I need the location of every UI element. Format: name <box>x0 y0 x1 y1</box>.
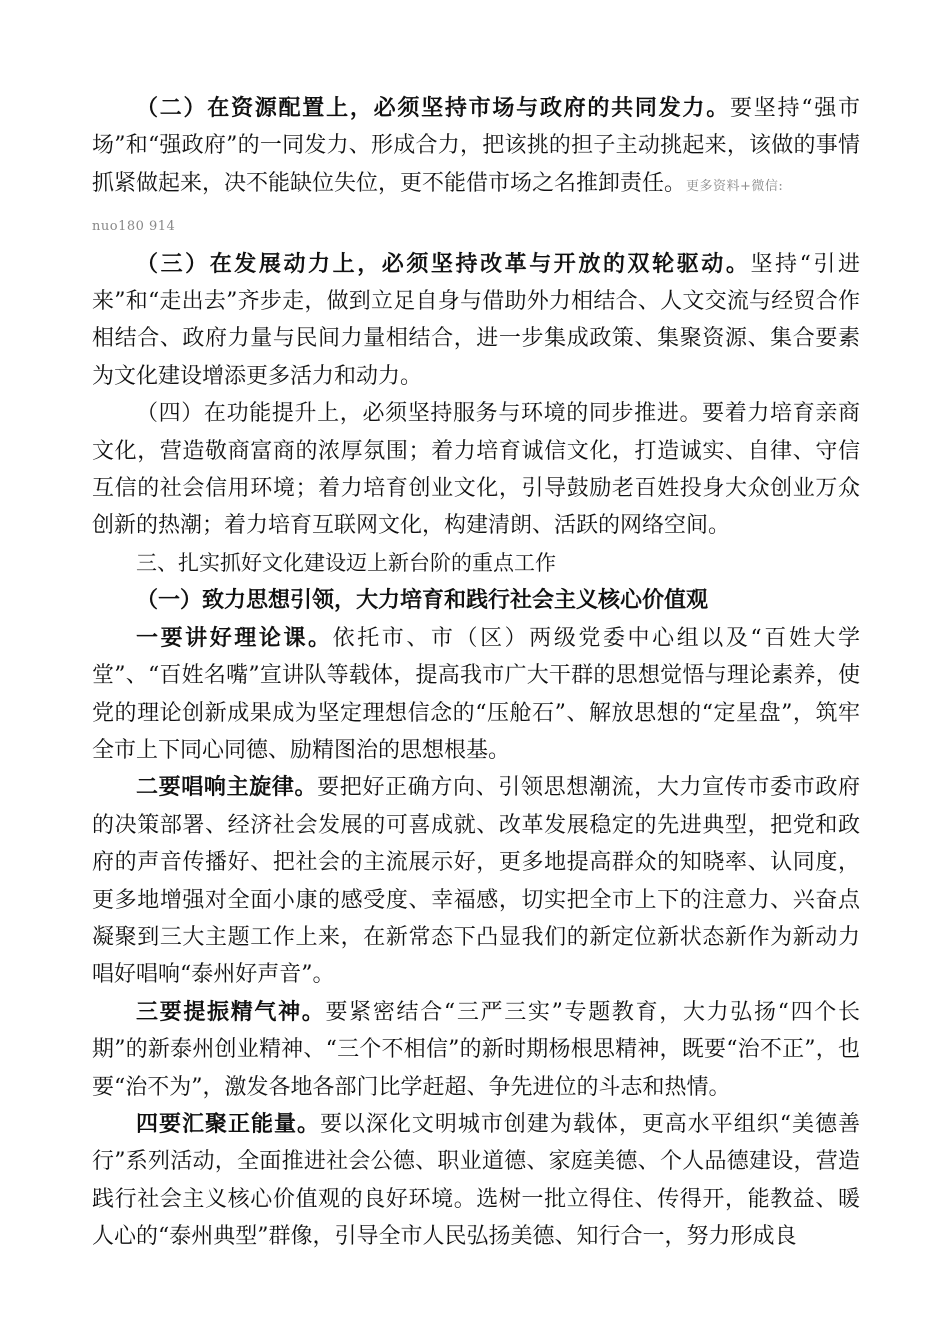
paragraph-body: 要把好正确方向、引领思想潮流，大力宣传市委市政府的决策部署、经济社会发展的可喜成就、改革发展稳定的先进典型，把党和政府的声音传播好、把社会的主流展示好，更多地提高群众的知晓率、认同度，更多地增强对全面小康的感受度、幸福感，切实把全市上下的注意力、兴奋点凝聚到三大主题工作上来，在新常态下凸显我们的新定位新状态新作为新动力唱好唱响“泰州好声音”。 <box>92 775 860 988</box>
paragraph-heading: 二要唱响主旋律。 <box>136 774 318 801</box>
watermark-line <box>92 205 860 245</box>
paragraph-main-melody <box>92 769 860 993</box>
paragraph-development-momentum <box>92 246 860 396</box>
paragraph-body: 要坚持“强市场”和“强政府”的一同发力、形成合力，把该挑的担子主动挑起来，该做的事情抓紧做起来，决不能缺位失位，更不能借市场之名推卸责任。 <box>92 96 860 196</box>
paragraph-positive-energy <box>92 1106 860 1256</box>
paragraph-body: 要紧密结合“三严三实”专题教育，大力弘扬“四个长期”的新泰州创业精神、“三个不相信”的新时期杨根思精神，既要“治不正”，也要“治不为”，激发各地各部门比学赶超、争先进位的斗志和热情。 <box>92 999 860 1100</box>
paragraph-spirit <box>92 994 860 1106</box>
paragraph-heading: 三要提振精气神。 <box>136 998 326 1025</box>
paragraph-body: 依托市、市（区）两级党委中心组以及“百姓大学堂”、“百姓名嘴”宣讲队等载体，提高我市广大干群的思想觉悟与理论素养，使党的理论创新成果成为坚定理想信念的“压舱石”、解放思想的“定星盘”，筑牢全市上下同心同德、励精图治的思想根基。 <box>92 625 860 763</box>
paragraph-heading: 一要讲好理论课。 <box>136 624 333 651</box>
watermark-note: 更多资料+微信: <box>686 178 784 194</box>
document-page <box>92 90 860 1256</box>
section-heading: 三、扎实抓好文化建设迈上新台阶的重点工作 <box>136 550 556 575</box>
paragraph-theory-class <box>92 620 860 770</box>
paragraph-body: （四）在功能提升上，必须坚持服务与环境的同步推进。要着力培育亲商文化，营造敬商富商的浓厚氛围；着力培育诚信文化，打造诚实、自律、守信互信的社会信用环境；着力培育创业文化，引导鼓励老百姓投身大众创业万众创新的热潮；着力培育互联网文化，构建清朗、活跃的网络空间。 <box>92 401 860 539</box>
subsection-heading: （一）致力思想引领，大力培育和践行社会主义核心价值观 <box>136 587 709 614</box>
paragraph-heading: 四要汇聚正能量。 <box>136 1110 320 1137</box>
paragraph-body: 坚持“引进来”和“走出去”齐步走，做到立足自身与借助外力相结合、人文交流与经贸合作相结合、政府力量与民间力量相结合，进一步集成政策、集聚资源、集合要素为文化建设增添更多活力和动力。 <box>92 251 860 389</box>
paragraph-body: 要以深化文明城市创建为载体，更高水平组织“美德善行”系列活动，全面推进社会公德、职业道德、家庭美德、个人品德建设，营造践行社会主义核心价值观的良好环境。选树一批立得住、传得开，能教益、暖人心的“泰州典型”群像，引导全市人民弘扬美德、知行合一，努力形成良 <box>92 1111 860 1250</box>
watermark-note-id: nuo180 914 <box>92 219 176 235</box>
paragraph-heading: （二）在资源配置上，必须坚持市场与政府的共同发力。 <box>136 95 730 121</box>
paragraph-resource-allocation <box>92 90 860 205</box>
paragraph-function-upgrade <box>92 395 860 545</box>
paragraph-heading: （三）在发展动力上，必须坚持改革与开放的双轮驱动。 <box>136 250 751 277</box>
